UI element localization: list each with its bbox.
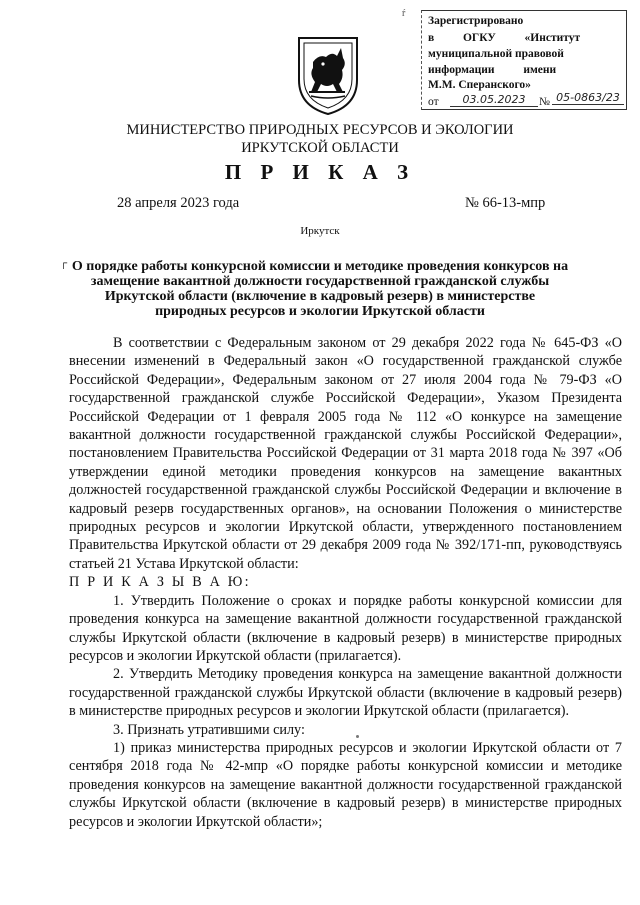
order-number: № 66-13-мпр <box>465 195 546 211</box>
order-item-3-1: 1) приказ министерства природных ресурсов и экологии Иркутской области от 7 сентября 2018 года № 42-мпр «О порядке работы конкурсной комиссии и методике проведения конкурсов на замещение вакантной должности государственной гражданской службы Иркутской области (включение в кадровый резерв) в министерстве природных ресурсов и экологии Иркутской области»; <box>69 739 622 830</box>
corner-mark: ┌ <box>60 258 68 269</box>
subject-line-2: замещение вакантной должности государственной гражданской службы <box>90 274 550 289</box>
stamp-line-2: в ОГКУ «Институт <box>428 32 581 44</box>
order-word: П Р И К А З Ы В А Ю: <box>69 574 251 591</box>
stamp-line-5: М.М. Сперанского» <box>428 79 531 91</box>
subject-line-3: Иркутской области (включение в кадровый резерв) в министерстве <box>104 289 536 304</box>
order-item-2: 2. Утвердить Методику проведения конкурса на замещение вакантной должности государственной гражданской службы Иркутской области (включение в кадровый резерв) в министерстве природных ресурсов и экологии Иркутской области (прилагается). <box>69 666 622 720</box>
order-item-1: 1. Утвердить Положение о сроках и порядке работы конкурсной комиссии для проведения конкурса на замещение вакантной должности государственной гражданской службы Иркутской области (включение в кадровый резерв) в министерстве природных ресурсов и экологии Иркутской области (прилагается). <box>69 592 622 664</box>
stamp-tick-mark: ŕ <box>402 8 406 19</box>
order-title: П Р И К А З <box>224 160 416 184</box>
stamp-date-prefix: от <box>428 96 439 108</box>
stamp-line-4: информации имени <box>428 64 557 76</box>
order-item-3: 3. Признать утратившими силу: <box>113 721 305 738</box>
scan-speck <box>356 735 359 738</box>
stamp-date-value: 03.05.2023 <box>450 93 538 107</box>
order-date: 28 апреля 2023 года <box>117 195 240 211</box>
irkutsk-coat-of-arms-icon <box>295 34 361 116</box>
subject-line-1: О порядке работы конкурсной комиссии и методике проведения конкурсов на <box>71 259 569 274</box>
ministry-name-line-1: МИНИСТЕРСТВО ПРИРОДНЫХ РЕСУРСОВ И ЭКОЛОГИИ <box>126 122 514 138</box>
body-text <box>69 334 622 831</box>
stamp-number-prefix: № <box>539 96 550 108</box>
stamp-number-value: 05-0863/23 <box>552 91 624 105</box>
preamble-paragraph: В соответствии с Федеральным законом от 29 декабря 2022 года № 645-ФЗ «О внесении изменений в Федеральный закон «О государственной гражданской службе Российской Федерации», Федеральным законом от 27 июля 2004 года № 79-ФЗ «О государственной гражданской службе Российской Федерации», Указом Президента Российской Федерации от 1 февраля 2005 года № 112 «О конкурсе на замещение вакантной должности государственной гражданской службы Российской Федерации», постановлением Правительства Российской Федерации от 31 марта 2018 года № 397 «Об утверждении единой методики проведения конкурсов на замещение вакантных должностей государственной гражданской службы Российской Федерации и включение в кадровый резерв государственных органов», на основании Положения о министерстве природных ресурсов и экологии Иркутской области, утвержденного постановлением Правительства Иркутской области от 29 декабря 2009 года № 392/171-пп, руководствуясь статьей 21 Устава Иркутской области: <box>69 335 622 572</box>
subject-line-4: природных ресурсов и экологии Иркутской области <box>155 304 485 319</box>
city: Иркутск <box>300 225 340 237</box>
stamp-line-3: муниципальной правовой <box>428 48 564 60</box>
registration-stamp <box>421 10 627 110</box>
stamp-line-1: Зарегистрировано <box>428 15 524 27</box>
ministry-name-line-2: ИРКУТСКОЙ ОБЛАСТИ <box>241 140 399 156</box>
